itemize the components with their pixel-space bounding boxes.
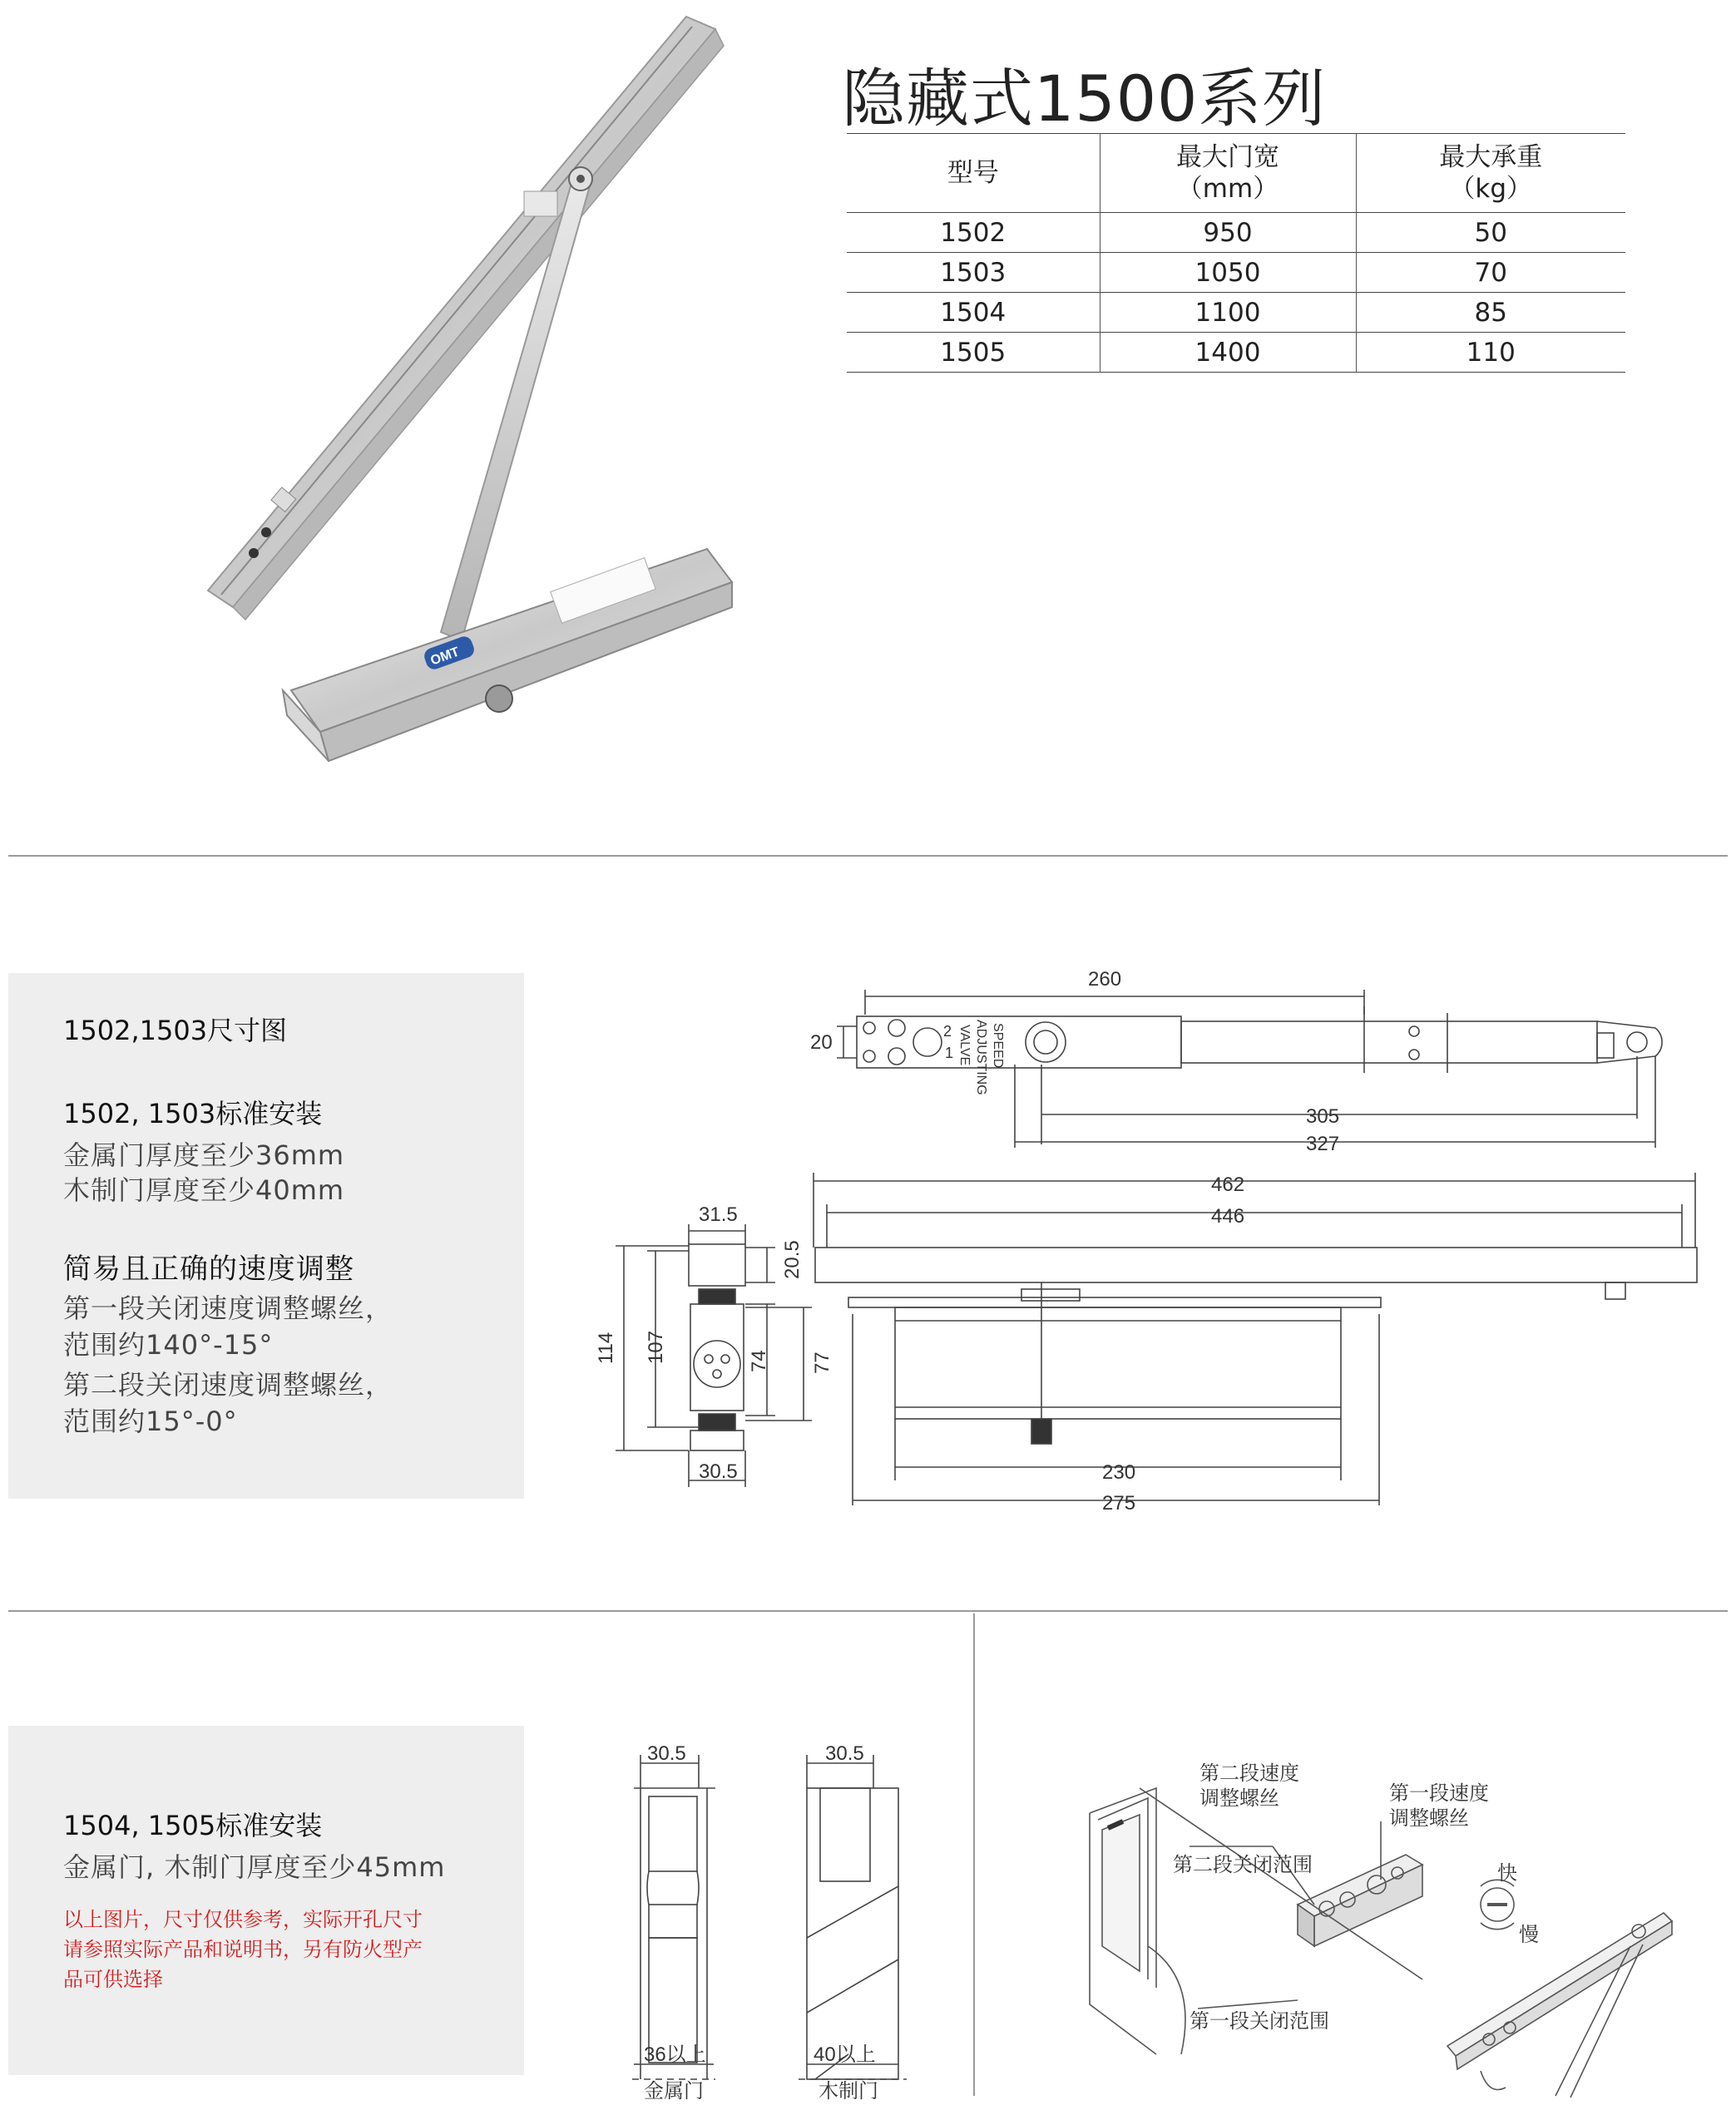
door-illustration (1090, 1788, 1185, 2054)
speed-line: 范围约15°-0° (63, 1406, 238, 1437)
dim-77: 77 (811, 1351, 833, 1374)
dim-446: 446 (1211, 1205, 1245, 1228)
table-row: 1505 1400 110 (847, 333, 1625, 373)
dimension-drawing-1502-1503 (582, 948, 1736, 1530)
closer-unit (1298, 1855, 1514, 1946)
rail-illustration (1447, 1913, 1672, 2098)
install-line: 木制门厚度至少40mm (63, 1174, 345, 1206)
dim-114: 114 (595, 1332, 617, 1364)
dim-230: 230 (1102, 1461, 1136, 1484)
table-row: 1504 1100 85 (847, 293, 1625, 333)
speed-title: 简易且正确的速度调整 (63, 1253, 354, 1286)
side-view (689, 1244, 745, 1450)
installation-drawing (1056, 1738, 1722, 2104)
speed-line: 范围约140°-15° (63, 1329, 274, 1361)
closer-body (283, 549, 732, 761)
dim-275: 275 (1102, 1492, 1136, 1515)
dim-74: 74 (748, 1350, 770, 1372)
product-photo (141, 8, 757, 782)
header-model: 型号 (947, 158, 999, 188)
spec-table (847, 133, 1625, 373)
wood-door-section (799, 1755, 907, 2079)
valve-num: 2 (943, 1023, 952, 1040)
header-max-width: 最大门宽 （mm） (1100, 134, 1356, 213)
dim-30-5: 30.5 (699, 1460, 738, 1483)
door-section-drawing (599, 1738, 948, 2104)
page-title: 隐藏式1500系列 (842, 62, 1327, 136)
valve-text: SPEED (991, 1023, 1005, 1069)
label-fast: 快 (1497, 1862, 1517, 1885)
dim-20: 20 (810, 1031, 833, 1054)
header-max-load: 最大承重 （kg） (1356, 134, 1625, 213)
speed-line: 第二段关闭速度调整螺丝， (63, 1369, 393, 1401)
dim-31-5: 31.5 (699, 1203, 738, 1226)
dim-462: 462 (1211, 1174, 1245, 1196)
table-header-row (847, 134, 1625, 213)
table-row: 1502 950 50 (847, 213, 1625, 253)
label-first-close-range: 第一段关闭范围 (1189, 2010, 1329, 2033)
install-title: 1502, 1503标准安装 (63, 1098, 323, 1129)
dim-260: 260 (1088, 968, 1122, 991)
wood-dim-bottom: 40以上 (814, 2043, 876, 2066)
wood-dim-top: 30.5 (825, 1742, 864, 1765)
label-second-close-range: 第二段关闭范围 (1173, 1854, 1313, 1876)
valve-num: 1 (945, 1045, 954, 1061)
label-second-speed-screw: 调整螺丝 (1199, 1787, 1279, 1810)
product-badge: OMT (428, 645, 462, 669)
column-divider (973, 1613, 975, 2096)
disclaimer-note: 以上图片，尺寸仅供参考，实际开孔尺寸 请参照实际产品和说明书，另有防火型产 品可供选择 (63, 1908, 423, 1991)
install-line: 金属门, 木制门厚度至少45mm (63, 1851, 446, 1883)
speed-line: 第一段关闭速度调整螺丝， (63, 1292, 393, 1324)
dim-305: 305 (1306, 1105, 1340, 1128)
metal-dim-top: 30.5 (647, 1742, 686, 1765)
wood-caption: 木制门 (819, 2080, 878, 2103)
info-panel-1504-1505 (8, 1726, 524, 2075)
label-second-speed-screw: 第二段速度 (1199, 1762, 1299, 1785)
dim-327: 327 (1306, 1133, 1340, 1155)
valve-text: VALVE (957, 1025, 972, 1066)
section-divider (8, 855, 1728, 857)
info-panel-1502-1503 (8, 973, 524, 1499)
dim-20-5: 20.5 (781, 1240, 804, 1279)
install-line: 金属门厚度至少36mm (63, 1139, 345, 1171)
label-slow: 慢 (1519, 1924, 1539, 1946)
metal-caption: 金属门 (644, 2080, 704, 2103)
metal-door-section (632, 1755, 715, 2079)
valve-text: ADJUSTING (974, 1020, 988, 1095)
panel-heading: 1502,1503尺寸图 (63, 1015, 288, 1046)
metal-dim-bottom: 36以上 (644, 2043, 706, 2066)
label-first-speed-screw: 调整螺丝 (1389, 1807, 1469, 1830)
dim-107: 107 (645, 1330, 667, 1364)
front-view (815, 1248, 1697, 1444)
install-title: 1504, 1505标准安装 (63, 1810, 323, 1841)
section-divider (8, 1610, 1728, 1612)
table-row: 1503 1050 70 (847, 253, 1625, 293)
slide-rail (208, 17, 724, 620)
label-first-speed-screw: 第一段速度 (1389, 1782, 1489, 1805)
